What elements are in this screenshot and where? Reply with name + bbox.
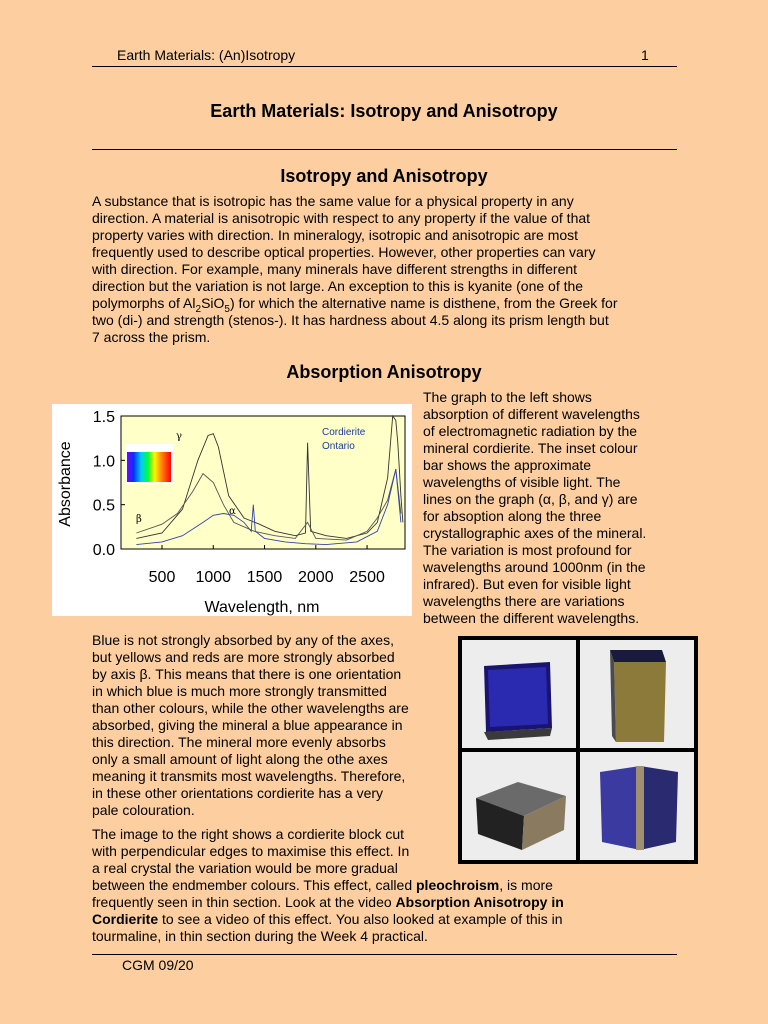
cordierite-photo-3	[462, 752, 576, 860]
isotropy-paragraph: A substance that is isotropic has the same value for a physical property in any direction. A material is anisotropic with respect to any property if the value of that property varies with direction. In mineralogy, isotropic and anisotropic are most frequently used to describe optical properties. However, other properties can vary with direction. For example, many minerals have different strengths in different direction but the variation is not large. An exception to this is kyanite (one of the polymorphs of $Al_2SiO_5$) for which the alternative name is disthene, from the Greek for two (di-) and strength (stenos-). It has hardness about 4.5 along its prism length but 7 across the prism.	[92, 193, 618, 345]
x-tick-label: 1000	[195, 569, 232, 586]
y-tick-label: 1.0	[92, 453, 115, 471]
cordierite-photo-4	[580, 752, 694, 860]
y-tick-label: 0.0	[92, 542, 115, 559]
video-link-continued[interactable]: Cordierite	[92, 911, 159, 927]
x-tick-label: 2000	[298, 569, 334, 586]
title-rule	[92, 149, 677, 150]
y-tick-label: 1.5	[92, 409, 115, 426]
y-tick-label: 0.5	[92, 497, 115, 515]
section-heading-absorption: Absorption Anisotropy	[286, 362, 482, 382]
blue-absorption-paragraph: Blue is not strongly absorbed by any of the axes, but yellows and reds are more strongly absorbed by axis β. This means that there is one orientation in which blue is much more strongly transmitted than other colours, while the other wavelengths are absorbed, giving the mineral a blue appearance in this direction. The mineral more evenly absorbs only a small amount of light along the othe axes meaning it transmits most wavelengths. Therefore, in these other orientations cordierite has a very pale colouration.	[92, 632, 409, 818]
beta-annotation: β	[136, 514, 142, 525]
legend-cordierite: Cordierite	[322, 427, 366, 438]
document-title: Earth Materials: Isotropy and Anisotropy	[210, 101, 558, 121]
page-number: 1	[641, 47, 649, 63]
alpha-annotation: α	[229, 506, 236, 517]
visible-spectrum-inset	[127, 452, 171, 482]
image-caption-paragraph: The image to the right shows a cordierite block cut with perpendicular edges to maximise this effect. In a real crystal the variation would be more gradual	[92, 826, 410, 876]
x-tick-label: 2500	[349, 569, 385, 586]
video-link[interactable]: Absorption Anisotropy in	[395, 894, 564, 910]
section-heading-isotropy: Isotropy and Anisotropy	[280, 166, 488, 186]
absorbance-chart	[52, 404, 412, 616]
graph-description: The graph to the left shows absorption of different wavelengths of electromagnetic radiation by the mineral cordierite. The inset colour bar shows the approximate wavelengths of visible light. The lines on the graph (α, β, and γ) are for absoption along the three crystallographic axes of the mineral. The variation is most profound for wavelengths around 1000nm (in the infrared). But even for visible light wavelengths there are variations between the different wavelengths.	[423, 389, 647, 626]
cordierite-photo-grid	[458, 636, 698, 864]
x-tick-label: 1500	[246, 569, 283, 586]
header-rule	[92, 66, 677, 67]
gamma-annotation: γ	[176, 431, 182, 442]
footer-rule	[92, 954, 677, 955]
cordierite-photo-2	[580, 640, 694, 748]
x-tick-label: 500	[148, 569, 176, 586]
running-header-title: Earth Materials: (An)Isotropy	[117, 47, 296, 63]
legend-ontario: Ontario	[322, 441, 355, 452]
absorbance-chart-svg	[52, 404, 412, 616]
cordierite-photo-1	[462, 640, 576, 748]
pleochroism-paragraph: between the endmember colours. This effect, called pleochroism, is more frequently seen in thin section. Look at the video Absorption Anisotropy in Cordierite to see a video of this effect. You also looked at example of this in tourmaline, in thin section during the Week 4 practical.	[92, 877, 564, 944]
x-axis-label: Wavelength, nm	[204, 599, 320, 616]
footer-text: CGM 09/20	[122, 957, 194, 973]
y-axis-label: Absorbance	[57, 441, 74, 527]
